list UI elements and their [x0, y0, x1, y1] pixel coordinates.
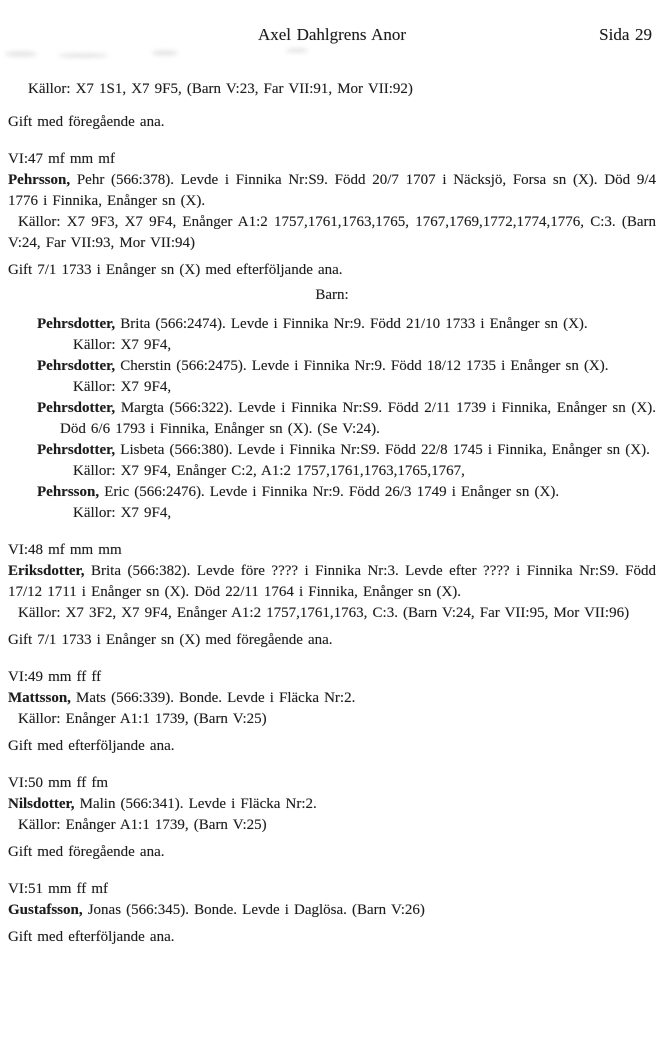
- entry-details: [8, 688, 656, 709]
- entry-details: [8, 170, 656, 212]
- child-entry: [8, 482, 656, 524]
- scan-smudge: [58, 53, 108, 58]
- children-heading: Barn:: [315, 287, 349, 303]
- entry-sources-line: Källor: Enånger A1:1 1739, (Barn V:25): [18, 817, 267, 833]
- child-surname: Pehrsdotter,: [37, 358, 116, 374]
- child-surname: Pehrsdotter,: [37, 316, 116, 332]
- entry-surname: Eriksdotter,: [8, 563, 85, 579]
- child-entry: [8, 440, 656, 482]
- entry-code: VI:49 mm ff ff: [8, 669, 102, 685]
- child-text: Cherstin (566:2475). Levde i Finnika Nr:9. Född 18/12 1735 i Enånger sn (X).: [115, 358, 609, 374]
- child-details: [8, 398, 656, 440]
- marriage-note: Gift med föregående ana.: [8, 114, 165, 130]
- child-surname: Pehrsdotter,: [37, 442, 116, 458]
- child-details: [8, 482, 656, 503]
- children-list: [8, 314, 656, 524]
- child-text: Brita (566:2474). Levde i Finnika Nr:9. Född 21/10 1733 i Enånger sn (X).: [115, 316, 588, 332]
- entry-sources-line: Källor: Enånger A1:1 1739, (Barn V:25): [18, 711, 267, 727]
- entry-text: Malin (566:341). Levde i Fläcka Nr:2.: [74, 796, 317, 812]
- child-surname: Pehrsdotter,: [37, 400, 116, 416]
- entry-details: [8, 900, 656, 921]
- entry-text: Mats (566:339). Bonde. Levde i Fläcka Nr:2.: [70, 690, 356, 706]
- page-header: [8, 24, 656, 46]
- entry-text: Pehr (566:378). Levde i Finnika Nr:S9. Född 20/7 1707 i Näcksjö, Forsa sn (X). Död 9/4 1776 i Finnika, Enånger sn (X).: [8, 172, 656, 209]
- marriage-note: Gift med föregående ana.: [8, 844, 165, 860]
- entry-surname: Pehrsson,: [8, 172, 71, 188]
- entry-code: VI:51 mm ff mf: [8, 881, 109, 897]
- page-title: Axel Dahlgrens Anor: [257, 25, 407, 44]
- entry-surname: Mattsson,: [8, 690, 71, 706]
- child-details: [8, 440, 656, 461]
- marriage-note: Gift med efterföljande ana.: [8, 929, 175, 945]
- child-text: Lisbeta (566:380). Levde i Finnika Nr:S9. Född 22/8 1745 i Finnika, Enånger sn (X).: [115, 442, 650, 458]
- child-details: [8, 356, 656, 377]
- entry-code: VI:48 mf mm mm: [8, 542, 122, 558]
- intro-sources-line: Källor: X7 1S1, X7 9F5, (Barn V:23, Far VII:91, Mor VII:92): [28, 81, 413, 97]
- child-entry: [8, 356, 656, 398]
- marriage-note: Gift 7/1 1733 i Enånger sn (X) med efterföljande ana.: [8, 262, 343, 278]
- child-surname: Pehrsson,: [37, 484, 100, 500]
- child-sources-line: Källor: X7 9F4, Enånger C:2, A1:2 1757,1761,1763,1765,1767,: [73, 463, 465, 479]
- entry-code: VI:50 mm ff fm: [8, 775, 109, 791]
- child-sources-line: Källor: X7 9F4,: [73, 337, 172, 353]
- entry-vi49: [8, 667, 656, 757]
- entry-vi48: [8, 540, 656, 651]
- child-details: [8, 314, 656, 335]
- page-number: Sida 29: [599, 25, 652, 44]
- entry-text: Jonas (566:345). Bonde. Levde i Daglösa. (Barn V:26): [82, 902, 425, 918]
- marriage-note: Gift med efterföljande ana.: [8, 738, 175, 754]
- child-text: Eric (566:2476). Levde i Finnika Nr:9. Född 26/3 1749 i Enånger sn (X).: [99, 484, 560, 500]
- child-text: Margta (566:322). Levde i Finnika Nr:S9. Född 2/11 1739 i Finnika, Enånger sn (X). Död 6/6 1793 i Finnika, Enånger sn (X). (Se V:24).: [60, 400, 656, 437]
- entry-code: VI:47 mf mm mf: [8, 151, 115, 167]
- child-entry: [8, 314, 656, 356]
- entry-surname: Gustafsson,: [8, 902, 83, 918]
- entry-surname: Nilsdotter,: [8, 796, 75, 812]
- child-sources-line: Källor: X7 9F4,: [73, 379, 172, 395]
- scan-smudge: [152, 50, 178, 56]
- entry-vi47: [8, 149, 656, 524]
- entry-text: Brita (566:382). Levde före ???? i Finnika Nr:3. Levde efter ???? i Finnika Nr:S9. Född 17/12 1711 i Enånger sn (X). Död 22/11 1764 i Finnika, Enånger sn (X).: [8, 563, 656, 600]
- entry-details: [8, 794, 656, 815]
- child-entry: [8, 398, 656, 440]
- entry-vi51: [8, 879, 656, 948]
- entry-vi50: [8, 773, 656, 863]
- scan-smudge: [286, 48, 308, 53]
- child-sources-line: Källor: X7 9F4,: [73, 505, 172, 521]
- entry-sources-line: Källor: X7 3F2, X7 9F4, Enånger A1:2 1757,1761,1763, C:3. (Barn V:24, Far VII:95, Mor VII:96): [18, 605, 630, 621]
- entry-details: [8, 561, 656, 603]
- entry-sources-line: Källor: X7 9F3, X7 9F4, Enånger A1:2 1757,1761,1763,1765, 1767,1769,1772,1774,1776, C:3. (Barn V:24, Far VII:93, Mor VII:94): [8, 214, 656, 251]
- marriage-note: Gift 7/1 1733 i Enånger sn (X) med föregående ana.: [8, 632, 333, 648]
- scan-smudge: [5, 51, 37, 57]
